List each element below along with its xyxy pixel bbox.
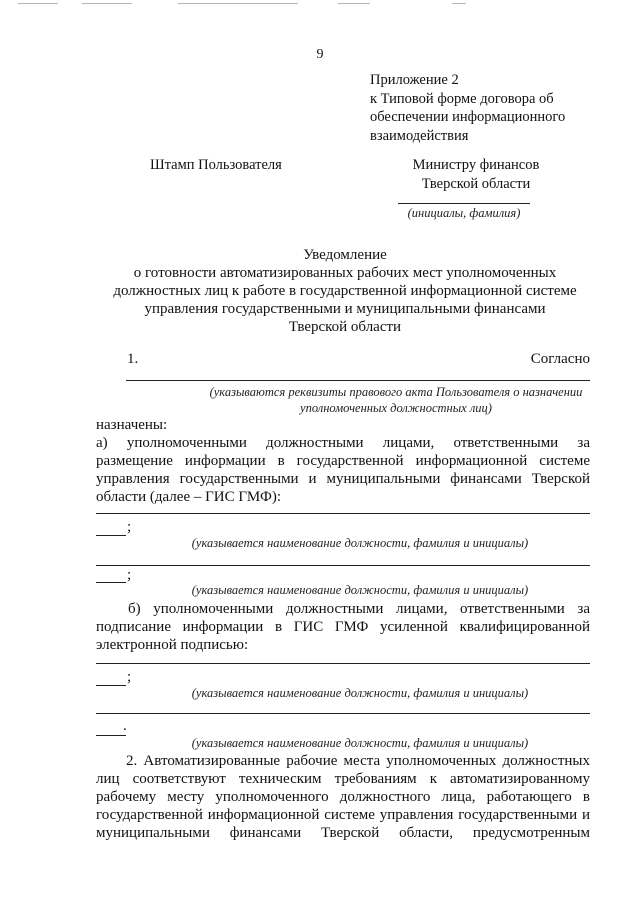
hint-line: (указываются реквизиты правового акта Пользователя о назначении xyxy=(209,385,583,399)
text-line: государственной информационной системе управления государственными и xyxy=(96,807,590,823)
position-hint: (указывается наименование должности, фамилия и инициалы) xyxy=(191,736,529,750)
appendix-line: Приложение 2 xyxy=(370,72,459,88)
text-line: 2. Автоматизированные рабочие места уполномоченных должностных xyxy=(126,753,590,769)
position-field-end[interactable] xyxy=(96,535,126,536)
appendix-line: взаимодействия xyxy=(370,127,469,144)
position-field-end[interactable] xyxy=(96,685,126,686)
text-line: размещение информации в государственной информационной системе xyxy=(96,453,590,469)
paragraph-number: 1. xyxy=(127,351,139,367)
appointed-label: назначены: xyxy=(96,417,168,433)
legal-act-hint xyxy=(176,384,616,416)
scan-artifact xyxy=(178,3,298,4)
text-line: б) уполномоченными должностными лицами, ответственными за xyxy=(128,601,590,617)
page-number: 9 xyxy=(316,47,324,62)
appendix-line: к Типовой форме договора об xyxy=(370,90,554,107)
text-line: а) уполномоченными должностными лицами, ответственными за xyxy=(96,435,590,451)
position-hint: (указывается наименование должности, фамилия и инициалы) xyxy=(191,583,529,597)
hint-line: уполномоченных должностных лиц) xyxy=(300,401,492,415)
user-stamp-label: Штамп Пользователя xyxy=(150,157,282,173)
addressee-block xyxy=(386,156,566,194)
scan-artifact xyxy=(452,3,466,4)
semicolon: ; xyxy=(127,567,132,583)
paragraph-lead-word: Согласно xyxy=(530,351,590,367)
addressee-line: Тверской области xyxy=(421,176,531,192)
position-field[interactable] xyxy=(96,663,590,664)
scan-artifact xyxy=(18,3,58,4)
legal-act-field[interactable] xyxy=(126,380,590,381)
appendix-heading xyxy=(370,71,620,145)
title-line: Уведомление xyxy=(303,247,387,263)
addressee-line: Министру финансов xyxy=(412,157,540,173)
addressee-name-field[interactable] xyxy=(398,203,530,204)
text-line: подписание информации в ГИС ГМФ усиленной квалифицированной xyxy=(96,619,590,635)
text-line: области (далее – ГИС ГМФ): xyxy=(96,489,281,505)
position-hint: (указывается наименование должности, фамилия и инициалы) xyxy=(191,686,529,700)
title-line: управления государственными и муниципальными финансами xyxy=(144,301,546,317)
addressee-hint: (инициалы, фамилия) xyxy=(407,206,521,220)
period: . xyxy=(123,718,127,734)
appendix-line: обеспечении информационного xyxy=(370,109,566,125)
semicolon: ; xyxy=(127,669,132,685)
text-line: управления государственными и муниципальными финансами Тверской xyxy=(96,471,590,487)
position-field[interactable] xyxy=(96,513,590,514)
position-field[interactable] xyxy=(96,713,590,714)
paragraph-2 xyxy=(96,752,590,842)
semicolon: ; xyxy=(127,519,132,535)
position-field-end[interactable] xyxy=(96,735,126,736)
document-title xyxy=(100,246,590,336)
text-line: электронной подписью: xyxy=(96,637,249,653)
scan-artifact xyxy=(338,3,370,4)
title-line: должностных лиц к работе в государственной информационной системе xyxy=(113,283,577,299)
text-line: муниципальными финансами Тверской области, предусмотренным xyxy=(96,825,590,841)
subparagraph-a xyxy=(96,434,590,506)
text-line: рабочему месту уполномоченного должностного лица, работающего в xyxy=(96,789,590,805)
scan-artifact xyxy=(82,3,132,4)
subparagraph-b xyxy=(96,600,590,654)
position-hint: (указывается наименование должности, фамилия и инициалы) xyxy=(191,536,529,550)
title-line: о готовности автоматизированных рабочих мест уполномоченных xyxy=(133,265,557,281)
position-field-end[interactable] xyxy=(96,582,126,583)
text-line: лиц соответствуют техническим требованиям к автоматизированному xyxy=(96,771,590,787)
title-line: Тверской области xyxy=(288,319,402,335)
position-field[interactable] xyxy=(96,565,590,566)
